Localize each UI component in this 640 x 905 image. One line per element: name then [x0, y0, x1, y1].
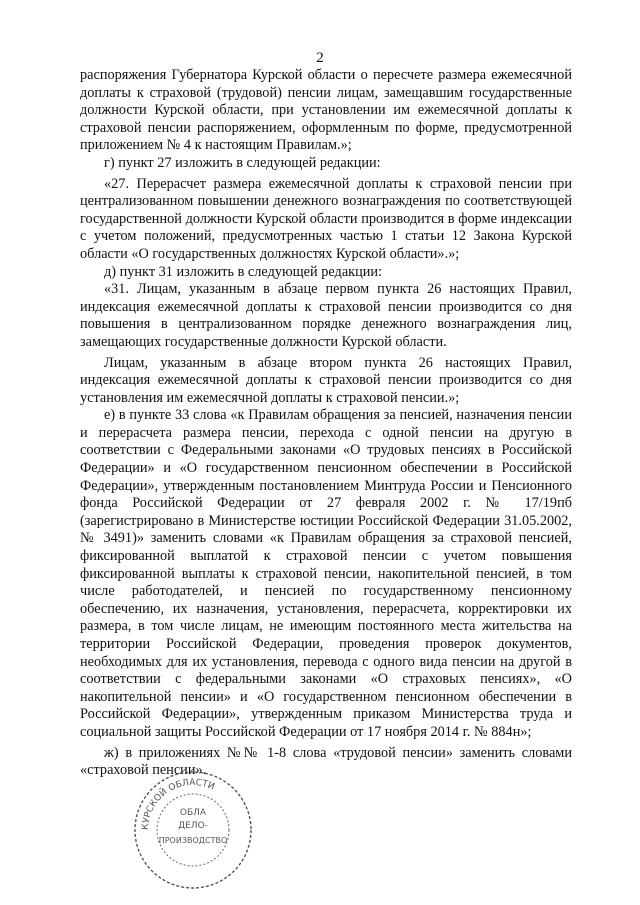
seal-ring-text: КУРСКОЙ ОБЛАСТИ [140, 777, 216, 831]
paragraph-item-d: д) пункт 31 изложить в следующей редакции: [104, 263, 383, 280]
paragraph-point-31-second: Лицам, указанным в абзаце втором пункта 26 настоящих Правил, индексация ежемесячной доплаты к страховой пенсии производится со дня установления им ежемесячной доплаты к страховой пенсии.»; [80, 354, 572, 406]
paragraph-item-g: г) пункт 27 изложить в следующей редакции: [104, 154, 381, 171]
document-body [80, 67, 572, 780]
office-stamp-seal [128, 765, 258, 895]
paragraph-item-e: е) в пункте 33 слова «к Правилам обращения за пенсией, назначения пенсии и перерасчета размера пенсии, перехода с одной пенсии на другую в соответствии с Федеральными законами «О трудовых пенсиях в Российской Федерации» и «О государственном пенсионном обеспечении в Российской Федерации», утвержденным постановлением Минтруда России и Пенсионного фонда Российской Федерации от 27 февраля 2002 г. № 17/19пб (зарегистрировано в Министерстве юстиции Российской Федерации 31.05.2002, № 3491)» заменить словами «к Правилам обращения за страховой пенсией, фиксированной выплатой к страховой пенсии с учетом повышения фиксированной выплаты к страховой пенсии, накопительной пенсией, в том числе работодателей, и пенсией по государственному пенсионному обеспечению, их назначения, установления, перерасчета, корректировки их размера, в том числе лицам, не имеющим постоянного места жительства на территории Российской Федерации, проведения проверок документов, необходимых для их установления, перевода с одного вида пенсии на другой в соответствии с федеральными законами «О страховых пенсиях», «О накопительной пенсии» и «О государственном пенсионном обеспечении в Российской Федерации», утвержденным приказом Министерства труда и социальной защиты Российской Федерации от 17 ноября 2014 г. № 884н»; [80, 407, 572, 740]
seal-line-3: ПРОИЗВОДСТВО [158, 836, 228, 845]
paragraph-point-31: «31. Лицам, указанным в абзаце первом пункта 26 настоящих Правил, индексация ежемесячной доплаты к страховой пенсии производится со дня повышения в централизованном порядке денежного вознаграждения лиц, замещающих государственные должности Курской области. [80, 281, 572, 350]
paragraph-item-zh: ж) в приложениях №№ 1-8 слова «трудовой пенсии» заменить словами «страховой пенсии». [80, 744, 572, 779]
seal-line-1: ОБЛА [179, 808, 207, 818]
seal-line-2: ДЕЛО- [178, 821, 208, 831]
paragraph-point-27: «27. Перерасчет размера ежемесячной доплаты к страховой пенсии при централизованном повышении денежного вознаграждения по соответствующей государственной должности Курской области производится в форме индексации с учетом положений, предусмотренных частью 1 статьи 12 Закона Курской области «О государственных должностях Курской области».»; [80, 175, 572, 262]
page-number: 2 [316, 50, 324, 66]
paragraph-continuation: распоряжения Губернатора Курской области о пересчете размера ежемесячной доплаты к страховой (трудовой) пенсии лицам, замещавшим государственные должности Курской области, при установлении им ежемесячной доплаты к страховой пенсии распоряжением, оформленным по форме, предусмотренной приложением № 4 к настоящим Правилам.»; [80, 67, 572, 154]
